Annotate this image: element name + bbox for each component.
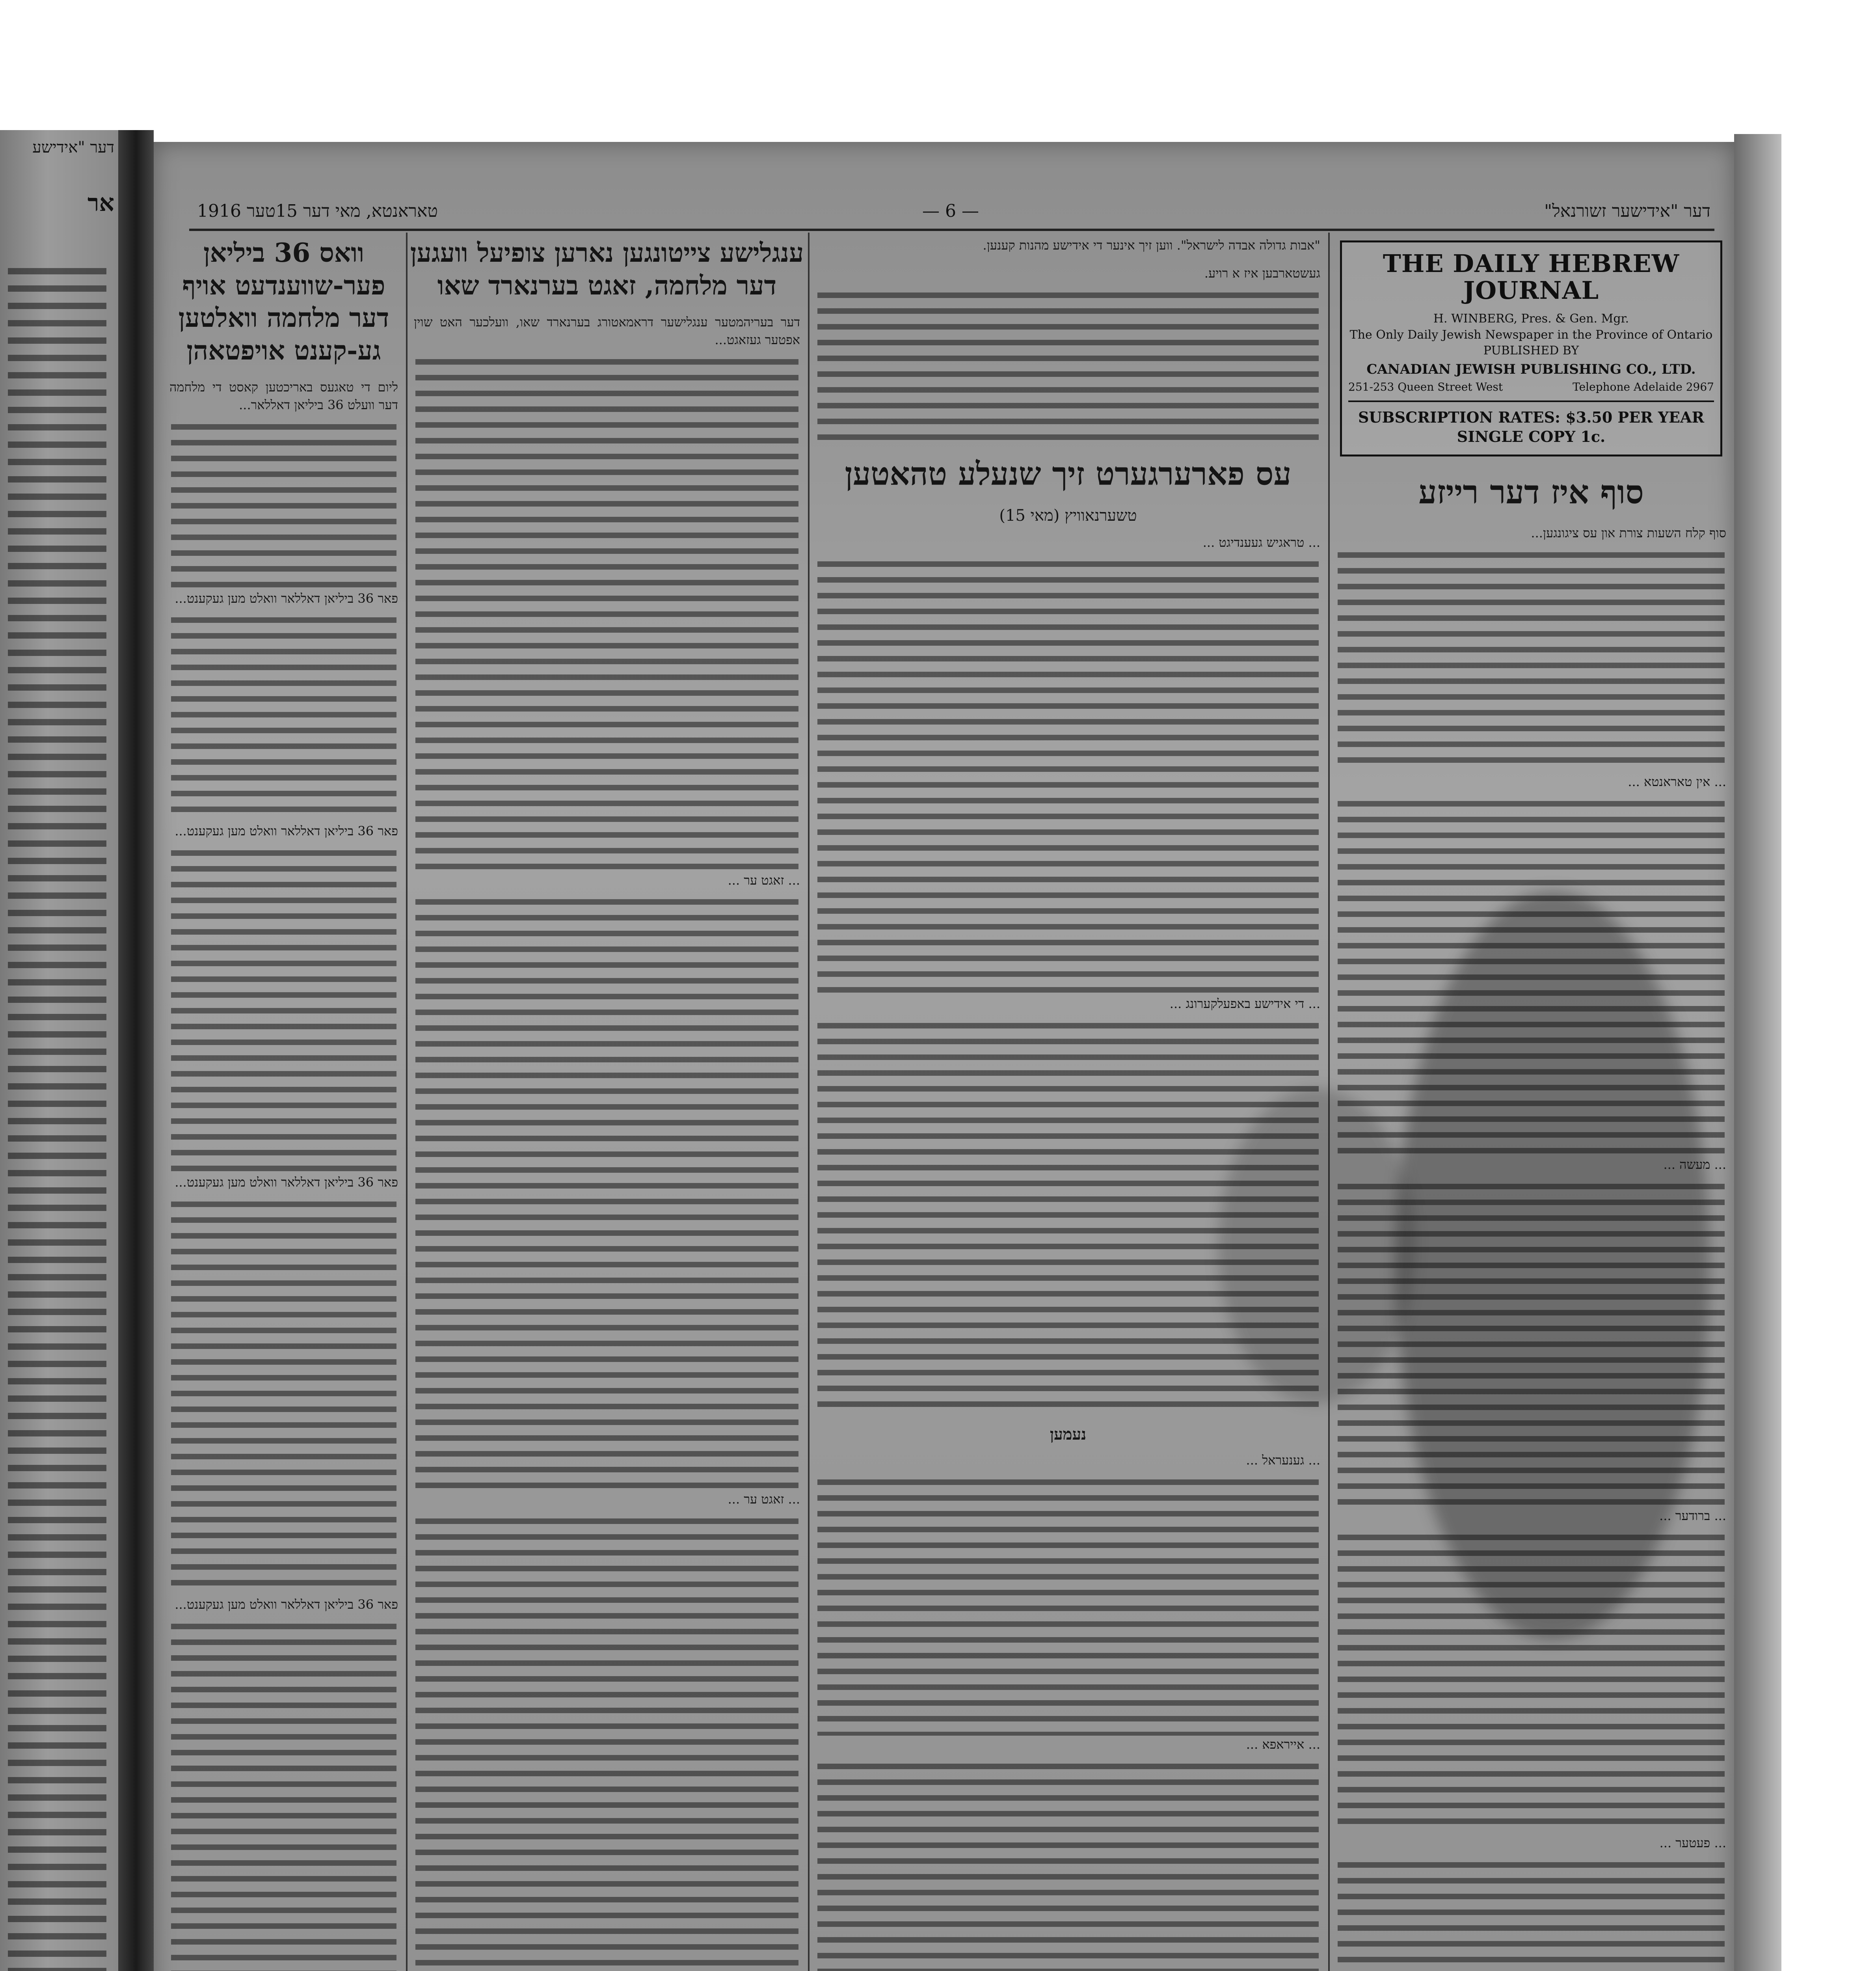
section-subheading: נעמען	[1050, 1425, 1087, 1444]
top-rule	[189, 229, 1714, 231]
running-head-date: טאראנטא, מאי דער 15טער 1916	[197, 201, 438, 221]
adjacent-running-head: דער "אידישע	[32, 138, 114, 156]
subscription-rates: SUBSCRIPTION RATES: $3.50 PER YEAR	[1358, 408, 1705, 426]
newspaper-title: THE DAILY HEBREW JOURNAL	[1383, 249, 1680, 305]
published-by: PUBLISHED BY	[1483, 344, 1579, 358]
column-rule	[808, 233, 810, 1971]
article-paragraph: פאר 36 ביליאן דאללאר וואלט מען געקענט...	[175, 1175, 398, 1190]
article-column-main	[812, 237, 1324, 1971]
article-text-block	[171, 617, 396, 822]
article-text-block	[415, 1518, 798, 1971]
article-column-war-cost	[166, 237, 402, 1971]
article-paragraph: ... די אידישע באפעלקערונג ...	[1169, 996, 1320, 1012]
intro-line: "אבות גדולה אבדה לישראל". ווען זיך אינער די אידישע מהנות קענען.	[983, 238, 1320, 253]
article-text-block	[817, 1479, 1319, 1736]
tagline: The Only Daily Jewish Newspaper in the Province of Ontario	[1349, 328, 1713, 342]
article-text-block	[171, 1624, 396, 1971]
page-number: — 6 —	[922, 201, 979, 221]
ink-stain	[1395, 891, 1710, 1640]
adjacent-headline-fragment: אר	[87, 189, 114, 217]
intro-line: געשטארבען איז א רויע.	[1204, 265, 1320, 281]
article-dateline: טשערנאוויץ (מאי 15)	[999, 506, 1137, 525]
column-rule	[406, 233, 408, 1971]
running-head-paper-name: דער "אידישער זשורנאל"	[1544, 201, 1710, 221]
article-text-block	[1338, 1862, 1725, 1971]
article-text-block	[817, 292, 1319, 442]
article-text-block	[415, 899, 798, 1490]
article-text-block	[415, 359, 798, 872]
newspaper-page	[154, 142, 1734, 1971]
article-paragraph: ... זאגט ער ...	[728, 1492, 800, 1507]
single-copy-price: SINGLE COPY 1c.	[1457, 428, 1606, 446]
article-paragraph: פאר 36 ביליאן דאללאר וואלט מען געקענט...	[175, 1597, 398, 1612]
book-binding-gutter	[118, 130, 154, 1971]
ink-stain	[1218, 1088, 1415, 1403]
adjacent-page-fragment	[0, 130, 118, 1971]
article-headline: וואס 36 ביליאן פער-שווענדעט אויף דער מלחמה וואלטען גע-קענט אויפטאהן	[178, 237, 389, 366]
adjacent-text-lines	[8, 268, 106, 1971]
masthead-box	[1340, 240, 1722, 456]
article-paragraph: פאר 36 ביליאן דאללאר וואלט מען געקענט...	[175, 823, 398, 839]
article-paragraph: ... זאגט ער ...	[728, 872, 800, 888]
street-address: 251-253 Queen Street West	[1348, 380, 1503, 393]
article-paragraph: ... גענעראל ...	[1246, 1453, 1320, 1468]
article-paragraph: פאר 36 ביליאן דאללאר וואלט מען געקענט...	[175, 591, 398, 606]
company-name: CANADIAN JEWISH PUBLISHING CO., LTD.	[1366, 361, 1696, 377]
page-edge	[1734, 134, 1781, 1971]
article-text-block	[817, 1764, 1319, 1971]
editorial-paragraph: ... פעטער ...	[1659, 1835, 1726, 1851]
article-headline: ענגלישע צייטונגען נארען צופיעל וועגען דער מלחמה, זאגט בערנארד שאו	[410, 237, 804, 301]
article-paragraph: דער בעריהמטער ענגלישער דראמאטורג בערנארד שאו, וועלכער האט שוין אפטער געזאגט...	[414, 315, 800, 347]
editorial-paragraph: ... מעשה ...	[1663, 1157, 1726, 1172]
article-column-bernard-shaw	[410, 237, 804, 1971]
editorial-headline: סוף איז דער רייזע	[1418, 473, 1644, 511]
article-headline: עס פארערגערט זיך שנעלע טהאטען	[845, 455, 1292, 492]
article-text-block	[171, 424, 396, 590]
article-text-block	[171, 1202, 396, 1596]
article-text-block	[1338, 552, 1725, 773]
editorial-paragraph: סוף קלח השעות צורת און עס ציגונגען...	[1531, 525, 1726, 541]
editorial-paragraph: ... ברודער ...	[1659, 1508, 1726, 1523]
article-text-block	[817, 561, 1319, 995]
publisher-line: H. WINBERG, Pres. & Gen. Mgr.	[1433, 312, 1629, 326]
article-paragraph: ... אייראפא ...	[1246, 1736, 1320, 1752]
article-paragraph: ליום די טאגעס באריכטען קאסט די מלחמה דער וועלט 36 ביליאן דאללאר...	[169, 380, 398, 412]
article-text-block	[171, 850, 396, 1174]
article-paragraph: ... טראגיש געענדיגט ...	[1202, 535, 1320, 550]
telephone: Telephone Adelaide 2967	[1573, 380, 1714, 393]
editorial-paragraph: ... אין טאראנטא ...	[1628, 774, 1726, 789]
